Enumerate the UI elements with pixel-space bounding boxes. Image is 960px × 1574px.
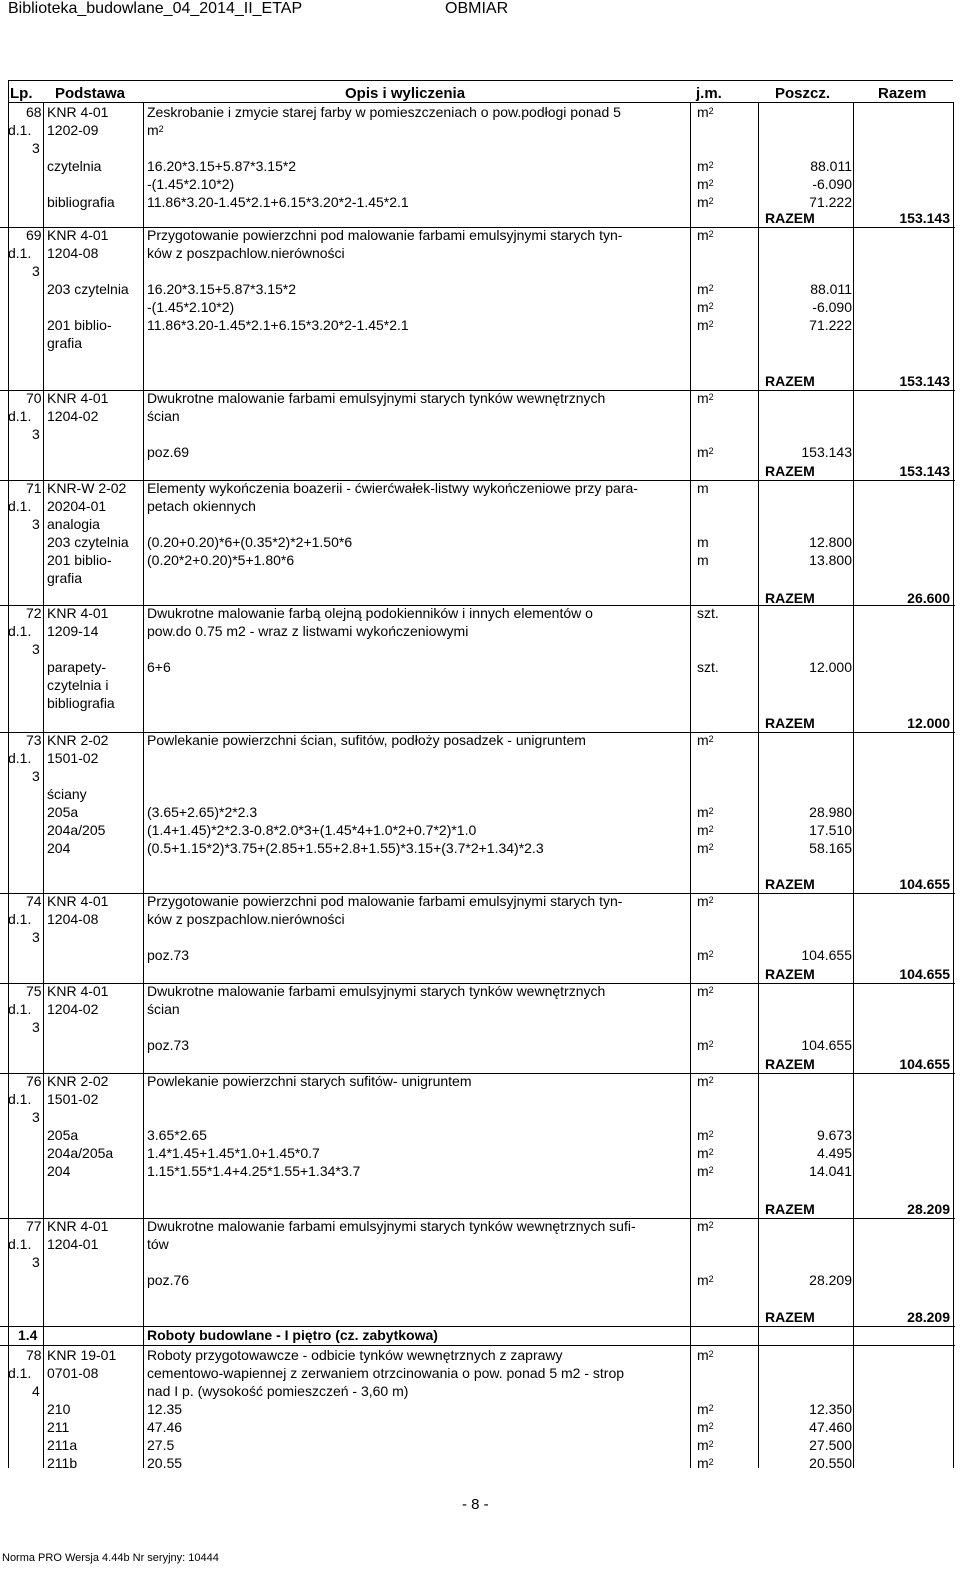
header-bottom-line [8, 102, 953, 103]
row-podstawa: 201 biblio- [47, 552, 112, 568]
row-lp: d.1. [8, 1365, 32, 1381]
row-podstawa: KNR 19-01 [47, 1347, 117, 1363]
row-opis: 1.15*1.55*1.4+4.25*1.55+1.34*3.7 [147, 1163, 361, 1179]
row-jm: $m^2$ [697, 947, 714, 963]
header-title: Biblioteka_budowlane_04_2014_II_ETAP [8, 0, 303, 17]
row-jm: $m^2$ [697, 1163, 714, 1179]
row-poszcz: 17.510 [809, 822, 852, 838]
row-lp: d.1. [8, 750, 32, 766]
row-podstawa: KNR 2-02 [47, 1073, 109, 1089]
vline-jm [758, 102, 759, 1468]
row-podstawa: 211a [47, 1437, 78, 1453]
row-opis: -(1.45*2.10*2) [147, 176, 235, 192]
row-lp: d.1. [8, 1091, 32, 1107]
row-podstawa: 1204-08 [47, 911, 99, 927]
row-podstawa: 1202-09 [47, 122, 99, 138]
row-poszcz: 12.350 [809, 1401, 852, 1417]
row-jm: $m^2$ [697, 390, 714, 406]
row-podstawa: 1204-02 [47, 408, 99, 424]
row-jm: $m^2$ [697, 1455, 714, 1471]
row-jm: m [697, 534, 709, 550]
section-number: 1.4 [18, 1327, 38, 1343]
row-opis: Powlekanie powierzchni ścian, sufitów, podłoży posadzek - unigruntem [147, 732, 586, 748]
razem-label: RAZEM [765, 1056, 815, 1072]
row-poszcz: 12.000 [809, 659, 852, 675]
col-poszcz: Poszcz. [775, 85, 831, 102]
row-jm: $m^2$ [697, 227, 714, 243]
row-poszcz: 104.655 [801, 947, 852, 963]
row-opis: 20.55 [147, 1455, 183, 1471]
row-jm: $m^2$ [697, 1218, 714, 1234]
row-opis: pow.do 0.75 m2 - wraz z listwami wykończeniowymi [147, 623, 469, 639]
row-podstawa: 205a [47, 804, 79, 820]
row-jm: $m^2$ [697, 194, 714, 210]
row-opis: 16.20*3.15+5.87*3.15*2 [147, 281, 297, 297]
row-opis: poz.76 [147, 1272, 190, 1288]
row-podstawa: 204 [47, 1163, 71, 1179]
row-lp: 4 [32, 1383, 40, 1399]
razem-value: 104.655 [899, 966, 950, 982]
software-footer: Norma PRO Wersja 4.44b Nr seryjny: 10444 [2, 1552, 219, 1564]
row-opis: 1.4*1.45+1.45*1.0+1.45*0.7 [147, 1145, 320, 1161]
row-podstawa: 205a [47, 1127, 79, 1143]
razem-value: 28.209 [907, 1201, 950, 1217]
vline-poszcz [853, 102, 854, 1468]
row-lp: 72 [26, 605, 42, 621]
vline-lp [43, 102, 44, 1468]
row-lp: 3 [32, 641, 40, 657]
row-jm: $m^2$ [697, 983, 714, 999]
row-lp: 70 [26, 390, 42, 406]
row-poszcz: 28.209 [809, 1272, 852, 1288]
row-opis: 16.20*3.15+5.87*3.15*2 [147, 158, 297, 174]
row-podstawa: 20204-01 [47, 498, 107, 514]
row-podstawa: grafia [47, 335, 83, 351]
row-jm: $m^2$ [697, 176, 714, 192]
row-opis: Przygotowanie powierzchni pod malowanie farbami emulsyjnymi starych tyn- [147, 893, 623, 909]
row-jm: $m^2$ [697, 1272, 714, 1288]
row-podstawa: bibliografia [47, 194, 115, 210]
row-opis: Elementy wykończenia boazerii - ćwierćwałek-listwy wykończeniowe przy para- [147, 480, 638, 496]
section-title: Roboty budowlane - I piętro (cz. zabytkowa) [147, 1327, 438, 1343]
razem-value: 26.600 [907, 590, 950, 606]
row-opis: ścian [147, 408, 180, 424]
row-opis: (0.20*2+0.20)*5+1.80*6 [147, 552, 295, 568]
row-opis: tów [147, 1236, 169, 1252]
row-opis: poz.73 [147, 947, 190, 963]
razem-value: 12.000 [907, 715, 950, 731]
row-poszcz: 71.222 [809, 317, 852, 333]
row-podstawa: 210 [47, 1401, 71, 1417]
row-opis: -(1.45*2.10*2) [147, 299, 235, 315]
row-podstawa: KNR 4-01 [47, 227, 109, 243]
col-podstawa: Podstawa [55, 85, 126, 102]
row-podstawa: 1204-02 [47, 1001, 99, 1017]
row-podstawa: parapety- [47, 659, 107, 675]
col-jm: j.m. [696, 85, 722, 102]
row-podstawa: 0701-08 [47, 1365, 99, 1381]
razem-value: 104.655 [899, 876, 950, 892]
row-opis: petach okiennych [147, 498, 256, 514]
razem-label: RAZEM [765, 373, 815, 389]
col-lp: Lp. [10, 85, 33, 102]
row-opis: 12.35 [147, 1401, 183, 1417]
row-lp: 69 [26, 227, 42, 243]
row-lp: d.1. [8, 245, 32, 261]
row-podstawa: czytelnia [47, 158, 102, 174]
row-lp: d.1. [8, 623, 32, 639]
row-jm: szt. [697, 659, 719, 675]
row-podstawa: KNR 4-01 [47, 390, 109, 406]
razem-label: RAZEM [765, 463, 815, 479]
row-podstawa: grafia [47, 570, 83, 586]
row-opis: (0.5+1.15*2)*3.75+(2.85+1.55+2.8+1.55)*3.15+(3.7*2+1.34)*2.3 [147, 840, 544, 856]
row-opis: Dwukrotne malowanie farbami emulsyjnymi starych tynków wewnętrznych [147, 983, 606, 999]
vline-podstawa [143, 102, 144, 1468]
row-podstawa: KNR 4-01 [47, 983, 109, 999]
row-lp: 3 [32, 1019, 40, 1035]
row-podstawa: ściany [47, 786, 87, 802]
row-poszcz: 14.041 [809, 1163, 852, 1179]
row-jm: $m^2$ [697, 1073, 714, 1089]
row-lp: d.1. [8, 1001, 32, 1017]
row-jm: m [697, 480, 709, 496]
row-lp: 78 [26, 1347, 42, 1363]
col-razem: Razem [878, 85, 927, 102]
row-poszcz: -6.090 [812, 299, 852, 315]
row-jm: $m^2$ [697, 840, 714, 856]
row-jm: $m^2$ [697, 1401, 714, 1417]
row-podstawa: 204 [47, 840, 71, 856]
header-top-line [8, 80, 953, 81]
row-opis: poz.69 [147, 444, 190, 460]
row-opis: 27.5 [147, 1437, 175, 1453]
razem-value: 153.143 [899, 373, 950, 389]
row-opis: (0.20+0.20)*6+(0.35*2)*2+1.50*6 [147, 534, 353, 550]
row-podstawa: 1204-08 [47, 245, 99, 261]
row-opis: Powlekanie powierzchni starych sufitów- unigruntem [147, 1073, 472, 1089]
row-lp: d.1. [8, 408, 32, 424]
row-jm: $m^2$ [697, 1037, 714, 1053]
row-jm: $m^2$ [697, 1437, 714, 1453]
row-opis: 11.86*3.20-1.45*2.1+6.15*3.20*2-1.45*2.1 [147, 317, 409, 333]
razem-label: RAZEM [765, 966, 815, 982]
row-lp: 3 [32, 929, 40, 945]
row-podstawa: analogia [47, 516, 100, 532]
row-podstawa: 211b [47, 1455, 78, 1471]
row-poszcz: 12.800 [809, 534, 852, 550]
row-podstawa: 1209-14 [47, 623, 99, 639]
row-podstawa: 203 czytelnia [47, 281, 129, 297]
row-poszcz: 58.165 [809, 840, 852, 856]
row-podstawa: KNR 4-01 [47, 104, 109, 120]
row-jm: $m^2$ [697, 822, 714, 838]
row-podstawa: KNR 4-01 [47, 605, 109, 621]
row-opis: $m^2$ [147, 122, 164, 138]
row-jm: $m^2$ [697, 299, 714, 315]
row-opis: cementowo-wapiennej z zerwaniem otrzcinowania o pow. ponad 5 m2 - strop [147, 1365, 625, 1381]
row-jm: $m^2$ [697, 104, 714, 120]
row-lp: 3 [32, 140, 40, 156]
row-podstawa: KNR 4-01 [47, 1218, 109, 1234]
row-jm: $m^2$ [697, 1145, 714, 1161]
row-opis: ków z poszpachlow.nierówności [147, 245, 345, 261]
row-podstawa: 1204-01 [47, 1236, 99, 1252]
row-opis: ścian [147, 1001, 180, 1017]
row-poszcz: 27.500 [809, 1437, 852, 1453]
row-opis: 47.46 [147, 1419, 183, 1435]
razem-value: 104.655 [899, 1056, 950, 1072]
row-poszcz: 28.980 [809, 804, 852, 820]
row-opis: Dwukrotne malowanie farbami emulsyjnymi starych tynków wewnętrznych sufi- [147, 1218, 636, 1234]
row-poszcz: 13.800 [809, 552, 852, 568]
row-podstawa: 1501-02 [47, 750, 99, 766]
vline-left [8, 80, 9, 1468]
row-poszcz: 88.011 [810, 281, 852, 297]
row-podstawa: 203 czytelnia [47, 534, 129, 550]
row-lp: 71 [26, 480, 42, 496]
row-jm: $m^2$ [697, 804, 714, 820]
row-jm: $m^2$ [697, 1127, 714, 1143]
row-lp: 3 [32, 1254, 40, 1270]
vline-opis [690, 102, 691, 1468]
row-podstawa: KNR 2-02 [47, 732, 109, 748]
row-podstawa: 1501-02 [47, 1091, 99, 1107]
row-lp: 3 [32, 263, 40, 279]
row-opis: 3.65*2.65 [147, 1127, 207, 1143]
razem-value: 153.143 [899, 463, 950, 479]
row-poszcz: 47.460 [809, 1419, 852, 1435]
row-jm: $m^2$ [697, 1347, 714, 1363]
row-opis: (1.4+1.45)*2*2.3-0.8*2.0*3+(1.45*4+1.0*2+0.7*2)*1.0 [147, 822, 477, 838]
razem-label: RAZEM [765, 715, 815, 731]
row-jm: szt. [697, 605, 719, 621]
row-podstawa: 201 biblio- [47, 317, 112, 333]
row-podstawa: czytelnia i [47, 677, 109, 693]
row-lp: 75 [26, 983, 42, 999]
row-lp: d.1. [8, 1236, 32, 1252]
row-jm: $m^2$ [697, 317, 714, 333]
razem-label: RAZEM [765, 876, 815, 892]
row-poszcz: 20.550 [809, 1455, 852, 1471]
row-jm: $m^2$ [697, 281, 714, 297]
row-poszcz: 71.222 [809, 194, 852, 210]
row-lp: 3 [32, 768, 40, 784]
row-opis: Przygotowanie powierzchni pod malowanie farbami emulsyjnymi starych tyn- [147, 227, 623, 243]
vline-razem [953, 102, 954, 1468]
row-lp: 3 [32, 426, 40, 442]
row-podstawa: 204a/205a [47, 1145, 114, 1161]
row-podstawa: bibliografia [47, 695, 115, 711]
row-opis: Dwukrotne malowanie farbą olejną podokienników i innych elementów o [147, 605, 593, 621]
row-opis: Roboty przygotowawcze - odbicie tynków wewnętrznych z zaprawy [147, 1347, 563, 1363]
row-podstawa: 204a/205 [47, 822, 106, 838]
razem-value: 153.143 [899, 210, 950, 226]
row-poszcz: 153.143 [801, 444, 852, 460]
row-opis: 6+6 [147, 659, 171, 675]
row-opis: (3.65+2.65)*2*2.3 [147, 804, 258, 820]
row-poszcz: 104.655 [801, 1037, 852, 1053]
row-lp: 3 [32, 516, 40, 532]
row-lp: 74 [26, 893, 42, 909]
row-jm: $m^2$ [697, 893, 714, 909]
row-poszcz: 88.011 [810, 158, 852, 174]
row-lp: 76 [26, 1073, 42, 1089]
row-opis: 11.86*3.20-1.45*2.1+6.15*3.20*2-1.45*2.1 [147, 194, 409, 210]
row-opis: ków z poszpachlow.nierówności [147, 911, 345, 927]
razem-label: RAZEM [765, 210, 815, 226]
row-podstawa: KNR-W 2-02 [47, 480, 127, 496]
razem-label: RAZEM [765, 1309, 815, 1325]
row-opis: nad I p. (wysokość pomieszczeń - 3,60 m) [147, 1383, 409, 1399]
row-opis: Zeskrobanie i zmycie starej farby w pomieszczeniach o pow.podłogi ponad 5 [147, 104, 621, 120]
row-lp: 68 [26, 104, 42, 120]
row-jm: $m^2$ [697, 158, 714, 174]
row-opis: poz.73 [147, 1037, 190, 1053]
row-podstawa: KNR 4-01 [47, 893, 109, 909]
header-section: OBMIAR [445, 0, 509, 17]
col-opis: Opis i wyliczenia [345, 85, 466, 102]
row-jm: $m^2$ [697, 1419, 714, 1435]
row-poszcz: -6.090 [812, 176, 852, 192]
row-lp: 73 [26, 732, 42, 748]
row-lp: d.1. [8, 911, 32, 927]
row-opis: Dwukrotne malowanie farbami emulsyjnymi starych tynków wewnętrznych [147, 390, 606, 406]
row-lp: 77 [26, 1218, 42, 1234]
row-poszcz: 9.673 [816, 1127, 852, 1143]
row-jm: $m^2$ [697, 732, 714, 748]
razem-label: RAZEM [765, 590, 815, 606]
row-poszcz: 4.495 [816, 1145, 852, 1161]
row-jm: m [697, 552, 709, 568]
razem-label: RAZEM [765, 1201, 815, 1217]
row-jm: $m^2$ [697, 444, 714, 460]
row-podstawa: 211 [47, 1419, 70, 1435]
row-lp: d.1. [8, 122, 32, 138]
page-number: - 8 - [462, 1496, 489, 1513]
razem-value: 28.209 [907, 1309, 950, 1325]
row-lp: d.1. [8, 498, 32, 514]
row-lp: 3 [32, 1109, 40, 1125]
